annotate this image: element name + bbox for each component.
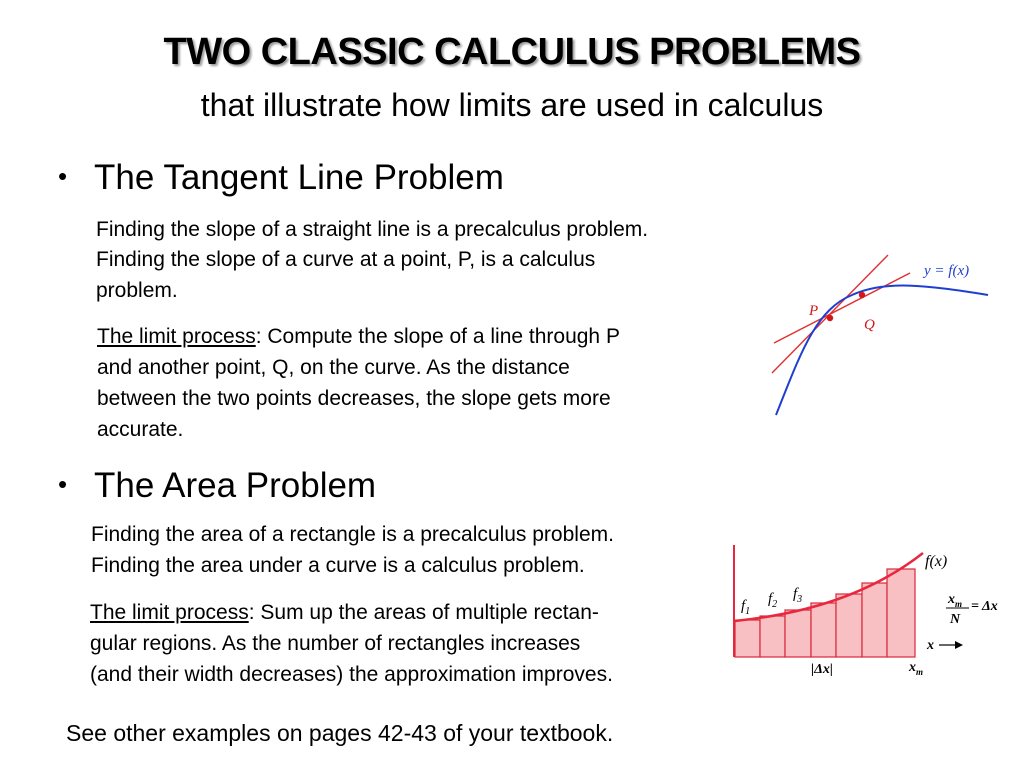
ratio-numerator: $x_m$ — [948, 592, 963, 609]
area-limit-line-2: gular regions. As the number of rectangles increases — [90, 632, 581, 655]
area-heading-text: The Area Problem — [94, 466, 377, 505]
tangent-limit-line-2: and another point, Q, on the curve. As the distance — [97, 356, 570, 379]
point-q-dot — [859, 292, 865, 298]
tangent-line — [774, 273, 910, 343]
tangent-limit-line-1 — [97, 321, 620, 353]
tangent-limit-line-4: accurate. — [97, 418, 184, 441]
area-limit-label: The limit process — [90, 601, 249, 624]
delta-x-label: |Δx| — [811, 662, 833, 677]
tangent-limit-text: : Compute the slope of a line through P — [255, 325, 620, 348]
label-f2: $f_2$ — [768, 591, 778, 610]
tangent-line-1: Finding the slope of a straight line is a precalculus problem. — [96, 218, 649, 241]
rect-2 — [760, 616, 785, 657]
slide-title: TWO CLASSIC CALCULUS PROBLEMS — [163, 31, 861, 73]
footer-note: See other examples on pages 42-43 of your textbook. — [66, 720, 614, 746]
rect-1 — [735, 620, 760, 657]
rect-5 — [836, 594, 862, 657]
x-axis-label: x — [927, 638, 934, 653]
bullet-dot: • — [58, 469, 68, 499]
tangent-heading-text: The Tangent Line Problem — [94, 158, 504, 197]
rect-7 — [887, 569, 915, 657]
rect-4 — [811, 603, 836, 657]
bullet-dot: • — [58, 161, 68, 191]
area-line-2: Finding the area under a curve is a calculus problem. — [91, 554, 585, 577]
rect-6 — [862, 583, 887, 657]
ratio-equals: = Δx — [971, 599, 998, 614]
tangent-limit-label: The limit process — [97, 325, 256, 348]
curve — [776, 286, 988, 415]
curve-label: y = f(x) — [924, 263, 970, 279]
tangent-heading — [58, 156, 504, 198]
rect-3 — [785, 610, 811, 657]
tangent-figure — [760, 245, 1000, 420]
tangent-line-3: problem. — [96, 279, 178, 302]
tangent-limit-line-3: between the two points decreases, the slope gets more — [97, 387, 611, 410]
label-f3: $f_3$ — [793, 586, 803, 605]
xm-label: $x_m$ — [909, 660, 924, 677]
area-line-1: Finding the area of a rectangle is a precalculus problem. — [91, 523, 614, 546]
area-curve-label: f(x) — [925, 553, 948, 570]
area-figure — [733, 545, 1015, 685]
tangent-line-2: Finding the slope of a curve at a point, P, is a calculus — [96, 248, 596, 271]
label-f1: $f_1$ — [741, 598, 751, 617]
point-p-dot — [827, 315, 833, 321]
rectangles — [735, 569, 915, 657]
point-p-label: P — [809, 303, 819, 319]
area-limit-line-1 — [90, 597, 599, 629]
x-axis-arrowhead — [955, 641, 963, 649]
area-limit-text: : Sum up the areas of multiple rectan- — [248, 601, 599, 624]
slide-subtitle: that illustrate how limits are used in calculus — [200, 87, 824, 123]
ratio-denominator: N — [950, 612, 961, 627]
area-heading — [58, 464, 376, 506]
point-q-label: Q — [864, 317, 875, 333]
area-limit-line-3: (and their width decreases) the approximation improves. — [90, 663, 613, 686]
